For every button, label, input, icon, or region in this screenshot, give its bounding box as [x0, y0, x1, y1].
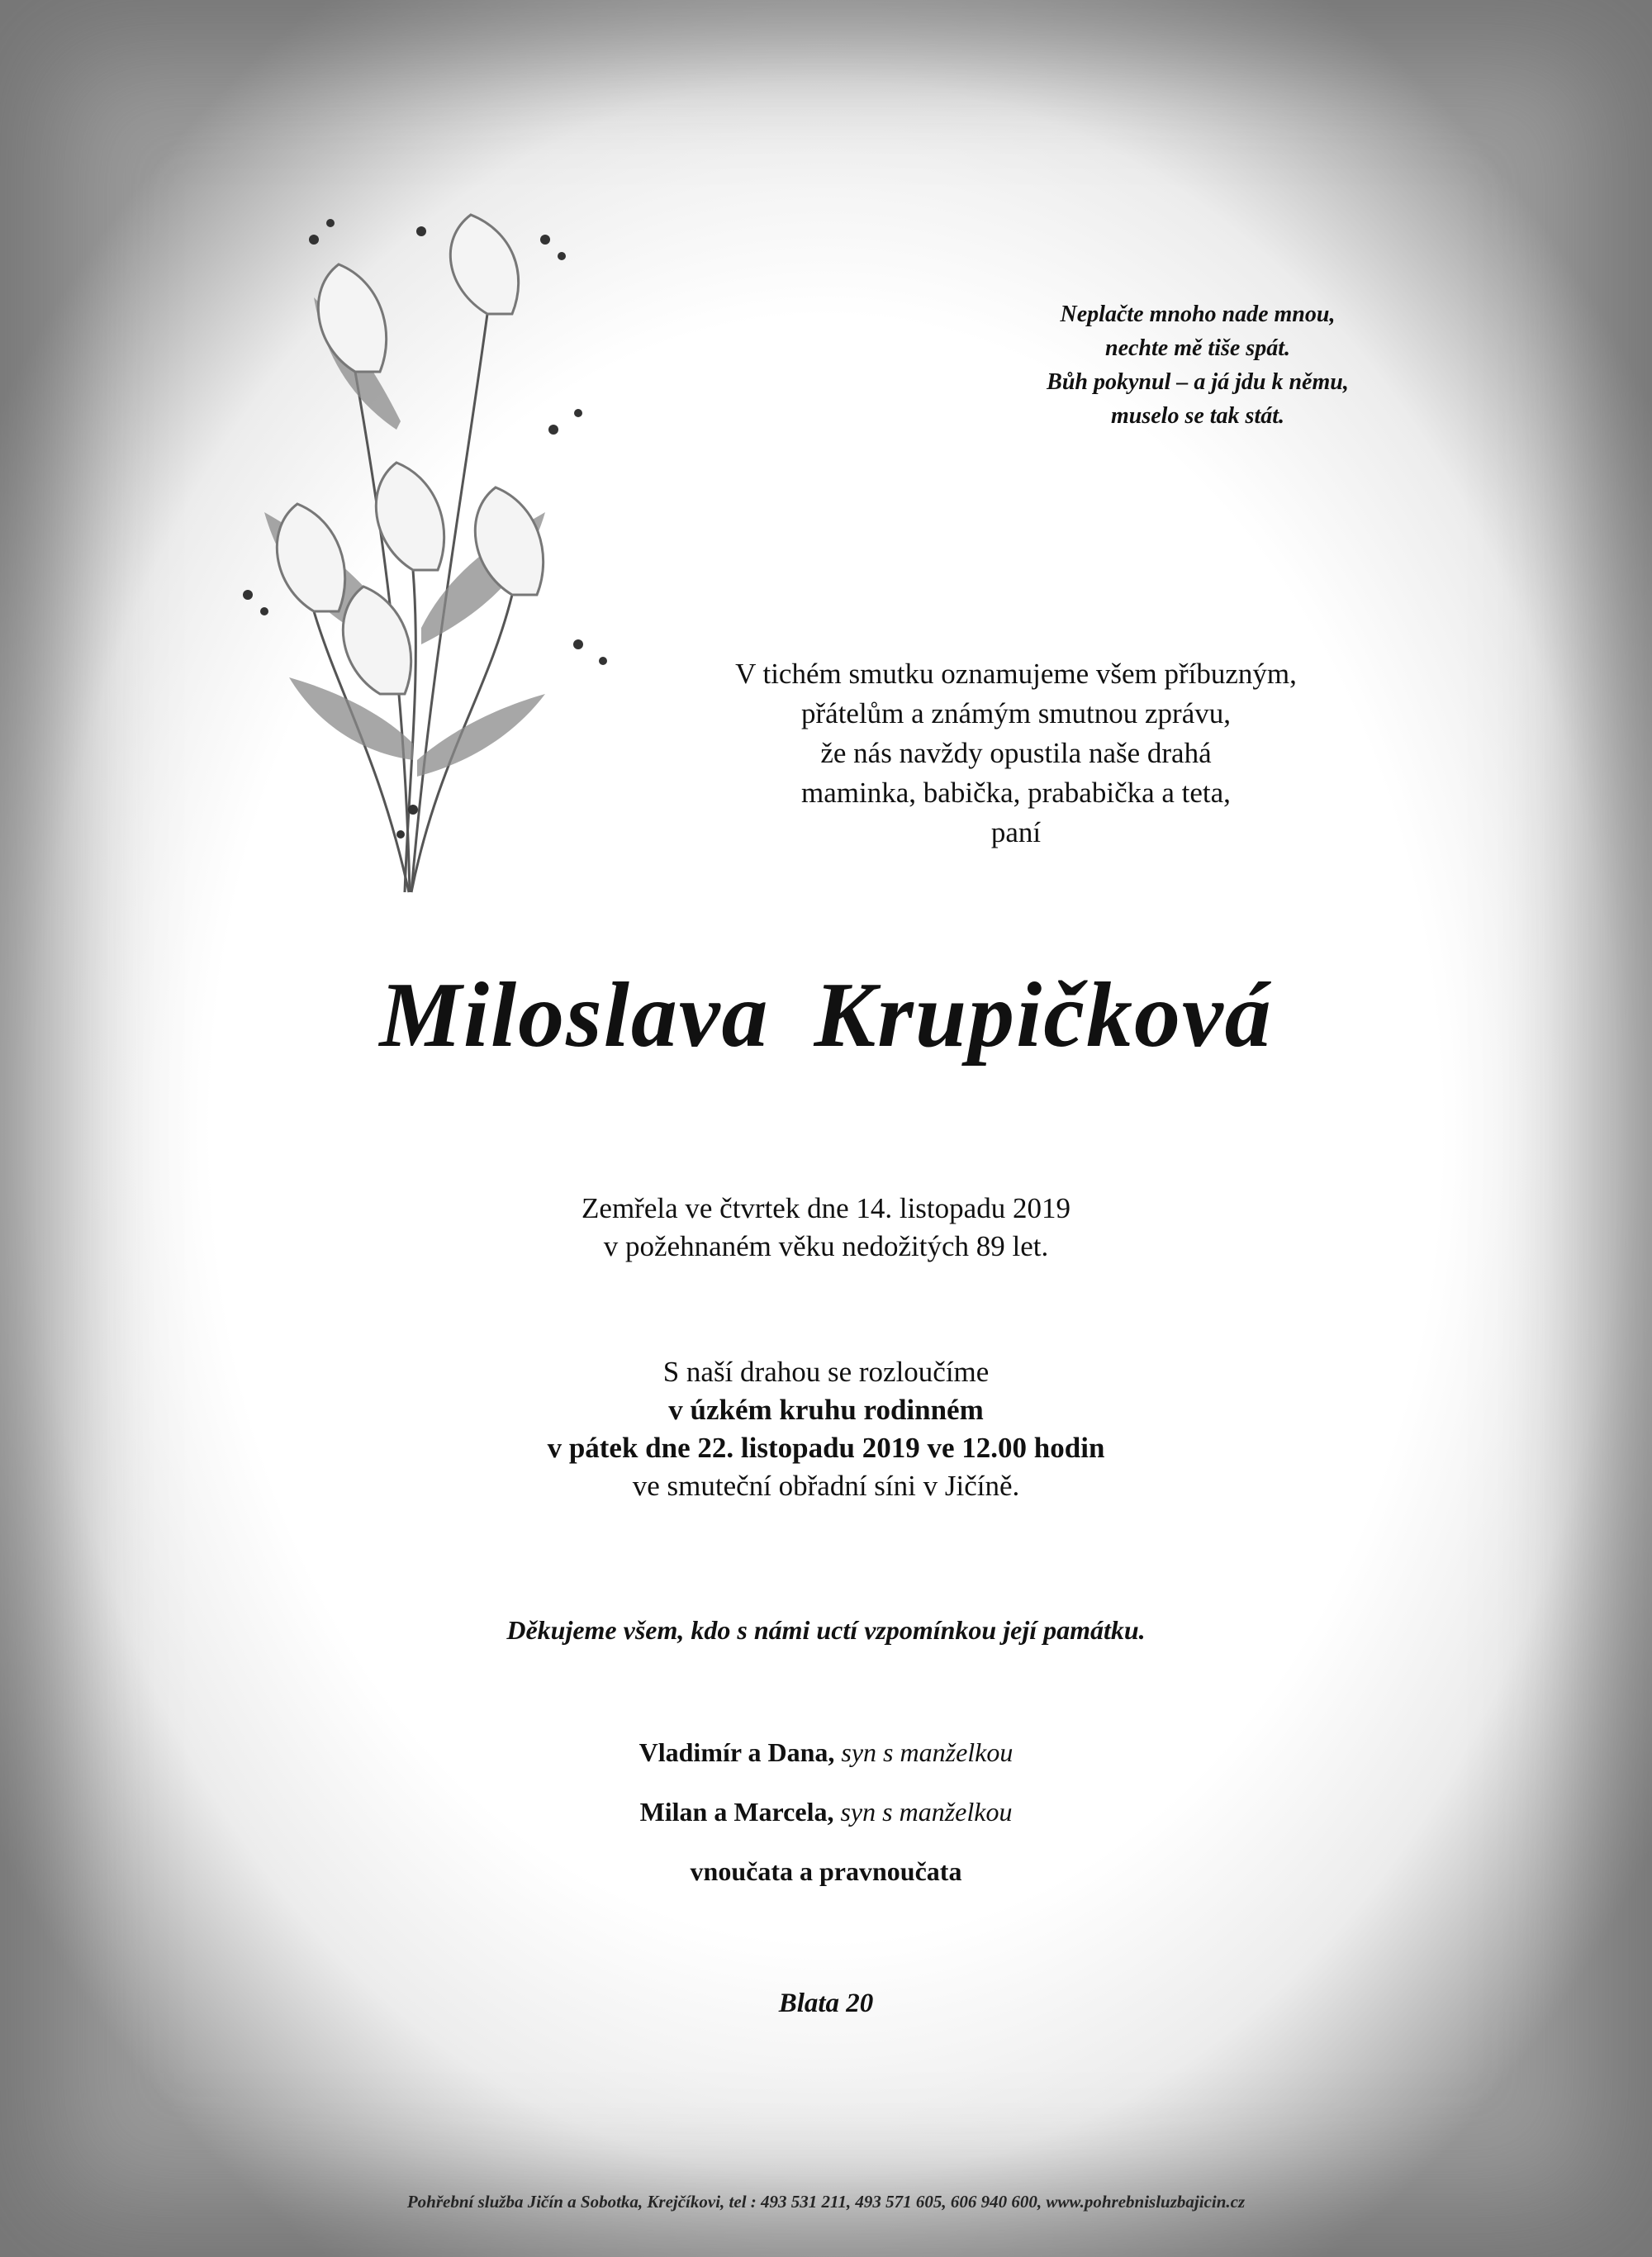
- blossom-dot: [558, 252, 566, 260]
- poem: [975, 297, 1421, 433]
- announcement-intro: [644, 654, 1388, 853]
- leaf: [417, 694, 545, 777]
- poem-line: Bůh pokynul – a já jdu k němu,: [1047, 369, 1349, 395]
- calla-lily: [343, 587, 411, 694]
- family-names: Vladimír a Dana,: [638, 1737, 835, 1767]
- blossom-dot: [260, 607, 268, 615]
- blossom-dot: [416, 226, 426, 236]
- farewell-date-time: v pátek dne 22. listopadu 2019 ve 12.00 hodin: [547, 1432, 1105, 1464]
- intro-line: že nás navždy opustila naše drahá: [820, 737, 1212, 769]
- calla-lily: [277, 504, 344, 611]
- death-line: v požehnaném věku nedožitých 89 let.: [603, 1230, 1049, 1262]
- funeral-details: [248, 1353, 1404, 1505]
- blossom-dot: [599, 657, 607, 665]
- intro-line: paní: [990, 816, 1042, 848]
- poem-line: muselo se tak stát.: [1110, 403, 1284, 429]
- blossom-dot: [574, 409, 582, 417]
- poem-line: Neplačte mnoho nade mnou,: [1060, 302, 1336, 327]
- intro-line: maminka, babička, prababička a teta,: [801, 777, 1231, 809]
- calla-lily-bouquet-illustration: [215, 182, 628, 900]
- death-details: [248, 1190, 1404, 1266]
- funeral-service-footer: Pohřební služba Jičín a Sobotka, Krejčíkovi, tel : 493 531 211, 493 571 605, 606 940 600, www.pohrebnisluzbajicin.cz: [406, 2192, 1246, 2212]
- calla-lily: [376, 463, 444, 570]
- intro-line: přátelům a známým smutnou zprávu,: [801, 697, 1231, 729]
- blossom-dot: [309, 235, 319, 245]
- family-names: vnoučata a pravnoučata: [690, 1856, 962, 1886]
- calla-lily: [318, 264, 386, 372]
- blossom-dot: [540, 235, 550, 245]
- blossom-dot: [326, 219, 335, 227]
- address: Blata 20: [778, 1989, 874, 2018]
- death-line: Zemřela ve čtvrtek dne 14. listopadu 2019: [582, 1192, 1070, 1224]
- blossom-dot: [548, 425, 558, 435]
- poem-line: nechte mě tiše spát.: [1105, 335, 1290, 361]
- family-relation: syn s manželkou: [840, 1797, 1013, 1827]
- thanks-line: Děkujeme všem, kdo s námi uctí vzpomínkou její památku.: [506, 1615, 1146, 1645]
- family-relation: syn s manželkou: [841, 1737, 1014, 1767]
- family-entry: [248, 1841, 1404, 1901]
- blossom-dot: [408, 805, 418, 815]
- blossom-dot: [573, 639, 583, 649]
- farewell-venue: ve smuteční obřadní síni v Jičíně.: [632, 1470, 1020, 1502]
- family-signatures: [248, 1722, 1404, 1901]
- family-entry: [248, 1722, 1404, 1782]
- intro-line: V tichém smutku oznamujeme všem příbuzným,: [735, 658, 1297, 690]
- farewell-line: S naší drahou se rozloučíme: [662, 1356, 990, 1388]
- deceased-name: Miloslava Krupičková: [379, 964, 1273, 1067]
- blossom-dot: [243, 590, 253, 600]
- family-names: Milan a Marcela,: [639, 1797, 834, 1827]
- blossom-dot: [396, 830, 405, 839]
- family-entry: [248, 1782, 1404, 1841]
- calla-lily: [450, 215, 518, 314]
- flower-stem: [405, 570, 415, 892]
- farewell-line: v úzkém kruhu rodinném: [668, 1394, 984, 1426]
